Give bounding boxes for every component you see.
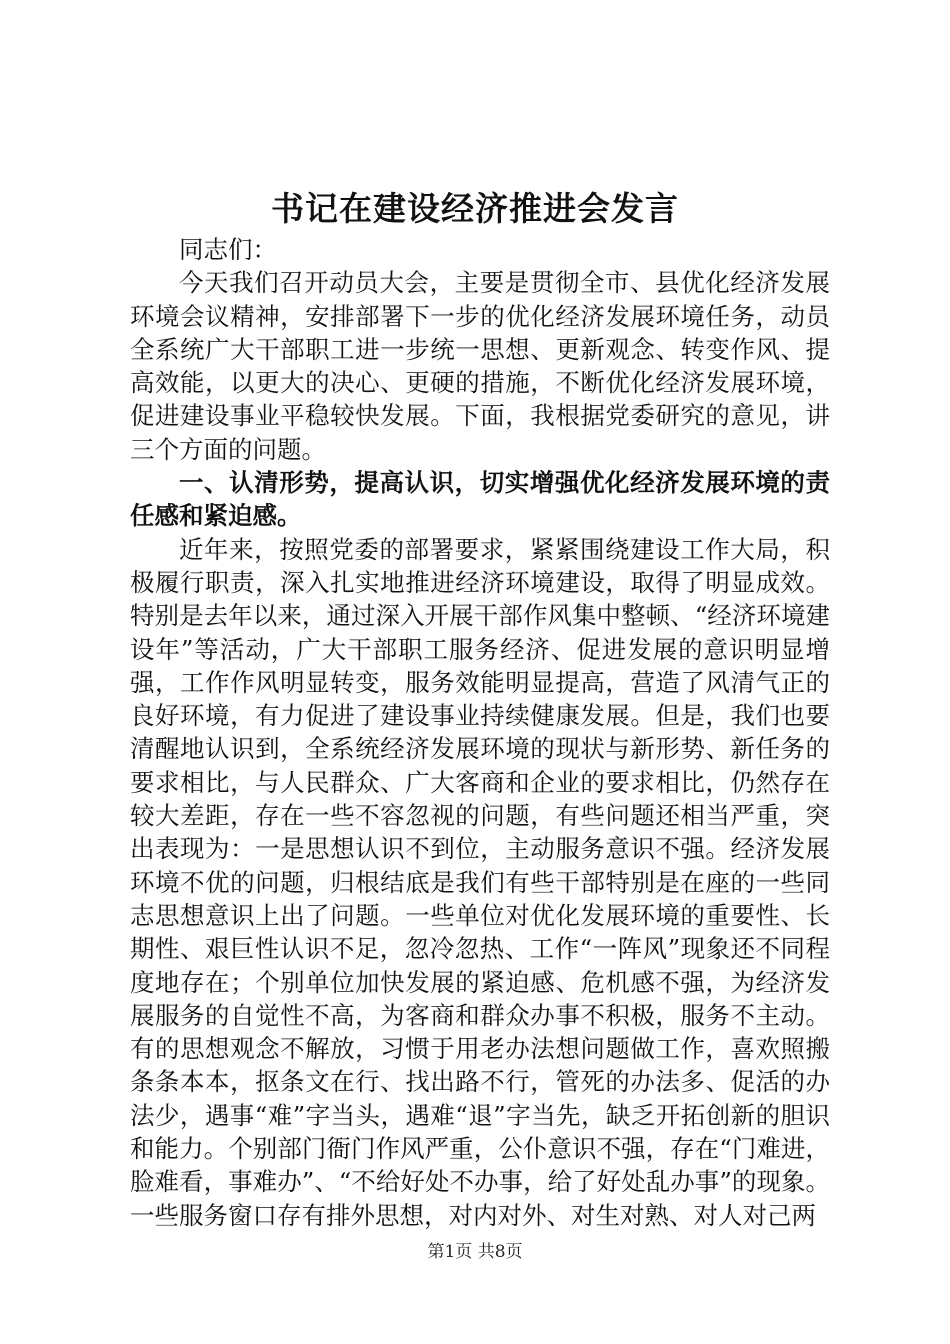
salutation: 同志们： [179, 235, 277, 264]
page-number-footer: 第1页 共8页 [427, 1242, 523, 1262]
paragraph-section-1: 近年来，按照党委的部署要求，紧紧围绕建设工作大局，积极履行职责，深入扎实地推进经济环境建设，取得了明显成效。特别是去年以来，通过深入开展干部作风集中整顿、“经济环境建设年”等活动，广大干部职工服务经济、促进发展的意识明显增强，工作作风明显转变，服务效能明显提高，营造了风清气正的良好环境，有力促进了建设事业持续健康发展。但是，我们也要清醒地认识到，全系统经济发展环境的现状与新形势、新任务的要求相比，与人民群众、广大客商和企业的要求相比，仍然存在较大差距，存在一些不容忽视的问题，有些问题还相当严重，突出表现为：一是思想认识不到位，主动服务意识不强。经济发展环境不优的问题，归根结底是我们有些干部特别是在座的一些同志思想意识上出了问题。一些单位对优化发展环境的重要性、长期性、艰巨性认识不足，忽冷忽热、工作“一阵风”现象还不同程度地存在；个别单位加快发展的紧迫感、危机感不强，为经济发展服务的自觉性不高，为客商和群众办事不积极，服务不主动。有的思想观念不解放，习惯于用老办法想问题做工作，喜欢照搬条条本本，抠条文在行、找出路不行，管死的办法多、促活的办法少，遇事“难”字当头，遇难“退”字当先，缺乏开拓创新的胆识和能力。个别部门衙门作风严重，公仆意识不强，存在“门难进，脸难看，事难办”、“不给好处不办事，给了好处乱办事”的现象。一些服务窗口存有排外思想，对内对外、对生对熟、对人对己两 [130, 534, 830, 1230]
paragraph-intro: 今天我们召开动员大会，主要是贯彻全市、县优化经济发展环境会议精神，安排部署下一步的优化经济发展环境任务，动员全系统广大干部职工进一步统一思想、更新观念、转变作风、提高效能，以更大的决心、更硬的措施，不断优化经济发展环境，促进建设事业平稳较快发展。下面，我根据党委研究的意见，讲三个方面的问题。 [130, 268, 830, 464]
document-title: 书记在建设经济推进会发言 [271, 189, 679, 228]
document-body [130, 233, 830, 1232]
section-heading-1: 一、认清形势，提高认识，切实增强优化经济发展环境的责任感和紧迫感。 [130, 468, 830, 531]
